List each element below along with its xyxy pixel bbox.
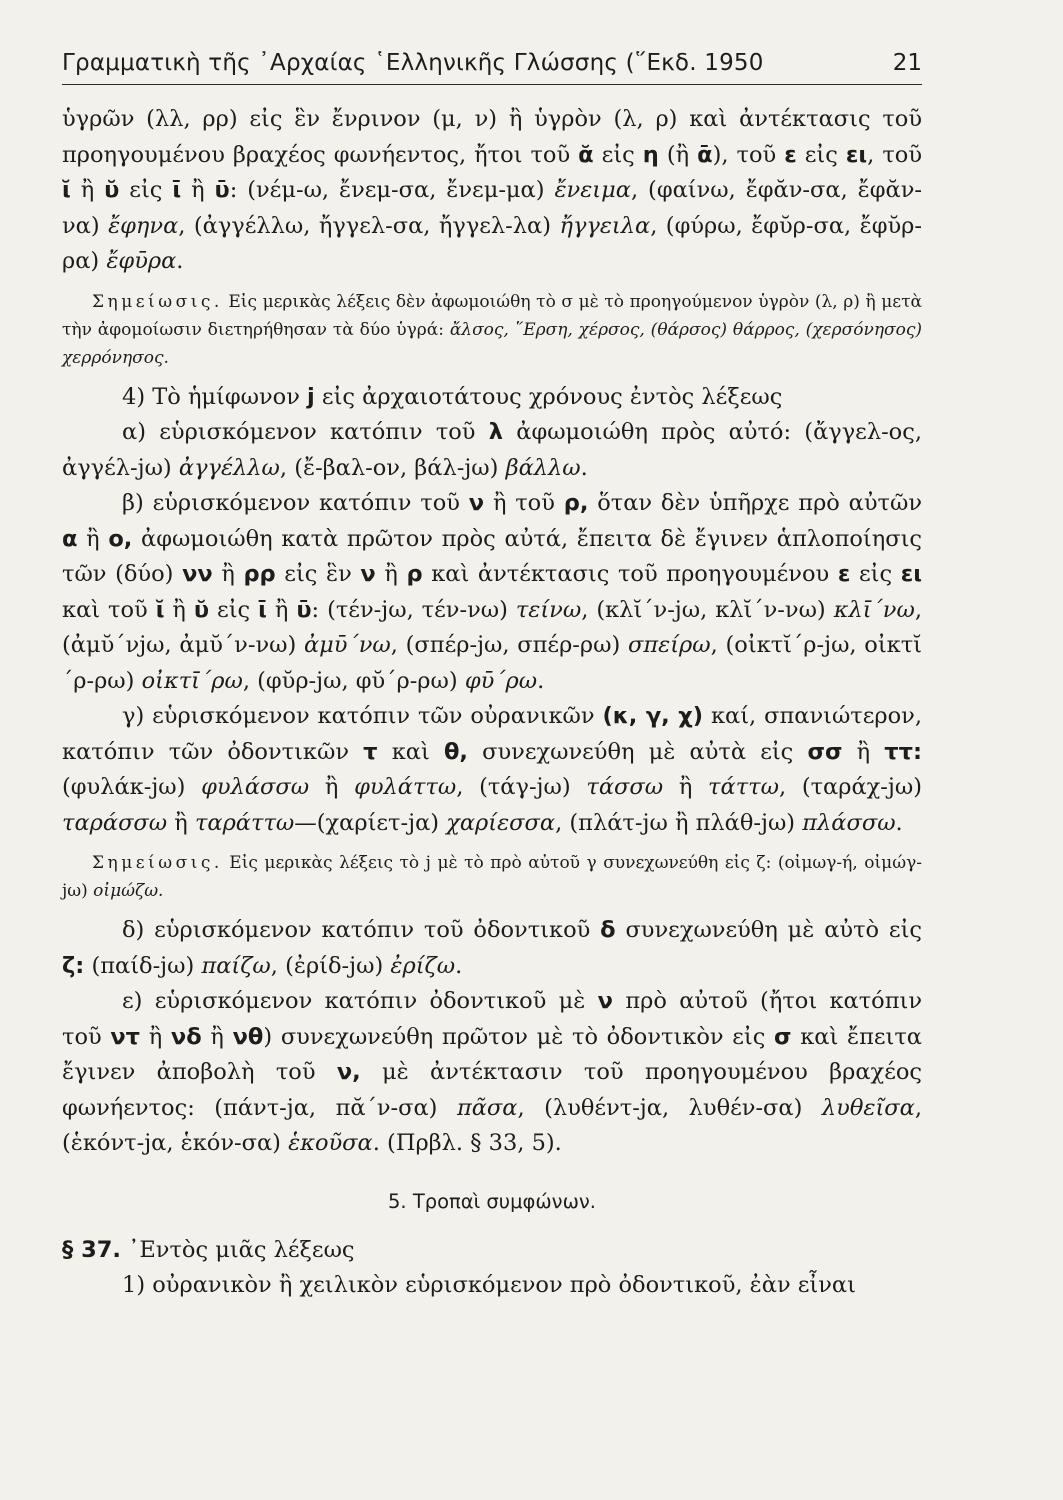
paragraph: ὑγρῶν (λλ, ρρ) εἰς ἓν ἔνρινον (μ, ν) ἢ ὑγρὸν (λ, ρ) καὶ ἀντέκτασις τοῦ προηγουμένου βραχέος φωνήεντος, ἤτοι τοῦ ᾰ εἰς η (ἢ ᾱ), τοῦ ε εἰς ει, τοῦ ῐ ἢ ῠ εἰς ῑ ἢ ῡ: (νέμ-ω, ἔνεμ-σα, ἔνεμ-μα) ἔνειμα, (φαίνω, ἔφᾰν-σα, ἔφᾰν-να) ἔφηνα, (ἀγγέλλω, ἤγγελ-σα, ἤγγελ-λα) ἤγγειλα, (φύρω, ἔφῠρ-σα, ἔφῠρ-ρα) ἔφῡρα. <box>62 106 922 274</box>
paragraph: δ) εὑρισκόμενον κατόπιν τοῦ ὀδοντικοῦ δ συνεχωνεύθη μὲ αὐτὸ εἰς ζ: (παίδ-jω) παίζω, (ἐρίδ-jω) ἐρίζω. <box>62 917 922 979</box>
paragraph: ε) εὑρισκόμενον κατόπιν ὀδοντικοῦ μὲ ν πρὸ αὐτοῦ (ἤτοι κατόπιν τοῦ ντ ἢ νδ ἢ νθ) συνεχωνεύθη πρῶτον μὲ τὸ ὀδοντικὸν εἰς σ καὶ ἔπειτα ἔγινεν ἀποβολὴ τοῦ ν, μὲ ἀντέκτασιν τοῦ προηγουμένου βραχέος φωνήεντος: (πάντ-jα, πᾰ´ν-σα) πᾶσα, (λυθέντ-jα, λυθέν-σα) λυθεῖσα, (ἑκόντ-jα, ἑκόν-σα) ἑκοῦσα. (Πρβλ. § 33, 5). <box>62 988 922 1156</box>
page-body <box>62 102 922 1304</box>
running-header <box>62 44 922 85</box>
note: Σημείωσις. Εἰς μερικὰς λέξεις τὸ j μὲ τὸ πρὸ αὐτοῦ γ συνεχωνεύθη εἰς ζ: (οἰμωγ-ή, οἰμώγ-jω) οἰμώζω. <box>62 853 922 901</box>
book-title: Γραμματικὴ τῆς ᾿Αρχαίας ῾Ελληνικῆς Γλώσσης (῞Εκδ. 1950 <box>62 50 764 76</box>
paragraph: β) εὑρισκόμενον κατόπιν τοῦ ν ἢ τοῦ ρ, ὅταν δὲν ὑπῆρχε πρὸ αὐτῶν α ἢ ο, ἀφωμοιώθη κατὰ πρῶτον πρὸς αὐτά, ἔπειτα δὲ ἔγινεν ἁπλοποίησις τῶν (δύο) νν ἢ ρρ εἰς ἓν ν ἢ ρ καὶ ἀντέκτασις τοῦ προηγουμένου ε εἰς ει καὶ τοῦ ῐ ἢ ῠ εἰς ῑ ἢ ῡ: (τέν-jω, τέν-νω) τείνω, (κλῐ´ν-jω, κλῐ´ν-νω) κλῑ´νω, (ἀμῠ´νjω, ἀμῠ´ν-νω) ἀμῡ´νω, (σπέρ-jω, σπέρ-ρω) σπείρω, (οἰκτῐ´ρ-jω, οἰκτῐ´ρ-ρω) οἰκτῑ´ρω, (φῠρ-jω, φῠ´ρ-ρω) φῡ´ρω. <box>62 490 923 694</box>
note: Σημείωσις. Εἰς μερικὰς λέξεις δὲν ἀφωμοιώθη τὸ σ μὲ τὸ προηγούμενον ὑγρὸν (λ, ρ) ἢ μετὰ τὴν ἀφομοίωσιν διετηρήθησαν τὰ δύο ὑγρά: ἄλσος, ῞Ερση, χέρσος, (θάρσος) θάρρος, (χερσόνησος) χερρόνησος. <box>62 291 922 368</box>
paragraph: § 37. ᾿Εντὸς μιᾶς λέξεως <box>62 1236 355 1263</box>
page <box>62 0 922 1500</box>
section-heading: 5. Τροπαὶ συμφώνων. <box>388 1189 596 1213</box>
paragraph: 4) Τὸ ἡμίφωνον j εἰς ἀρχαιοτάτους χρόνους ἐντὸς λέξεως <box>122 383 783 410</box>
paragraph: γ) εὑρισκόμενον κατόπιν τῶν οὐρανικῶν (κ, γ, χ) καί, σπανιώτερον, κατόπιν τῶν ὀδοντικῶν τ καὶ θ, συνεχωνεύθη μὲ αὐτὰ εἰς σσ ἢ ττ: (φυλάκ-jω) φυλάσσω ἢ φυλάττω, (τάγ-jω) τάσσω ἢ τάττω, (ταράχ-jω) ταράσσω ἢ ταράττω—(χαρίετ-jα) χαρίεσσα, (πλάτ-jω ἢ πλάθ-jω) πλάσσω. <box>62 703 923 836</box>
page-number: 21 <box>892 50 922 76</box>
paragraph: α) εὑρισκόμενον κατόπιν τοῦ λ ἀφωμοιώθη πρὸς αὐτό: (ἄγγελ-ος, ἀγγέλ-jω) ἀγγέλλω, (ἔ-βαλ-ον, βάλ-jω) βάλλω. <box>62 419 922 481</box>
paragraph: 1) οὐρανικὸν ἢ χειλικὸν εὑρισκόμενον πρὸ ὀδοντικοῦ, ἐὰν εἶναι <box>122 1272 856 1298</box>
